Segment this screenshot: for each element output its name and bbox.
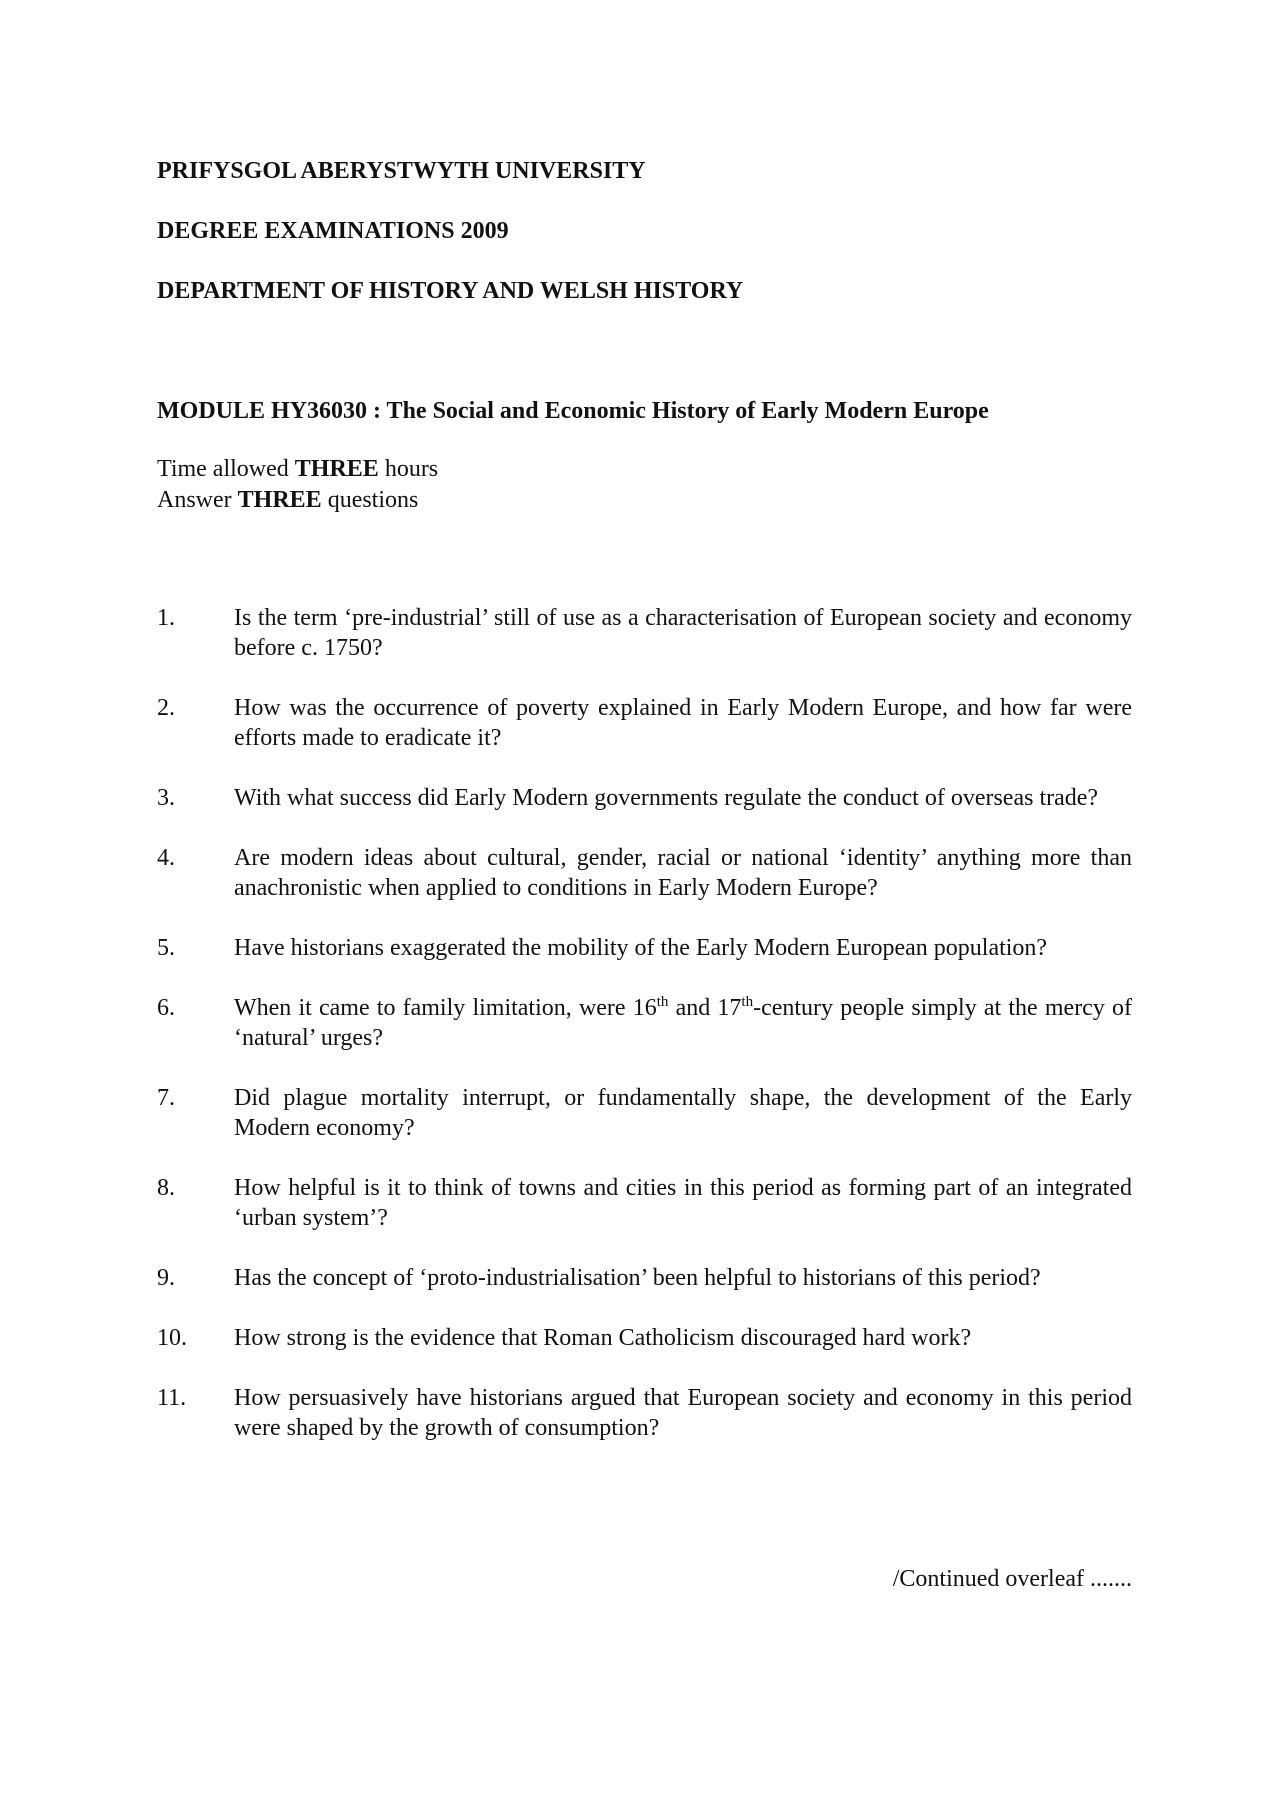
question-item (157, 603, 1132, 663)
answer-prefix: Answer (157, 487, 232, 513)
question-text: Are modern ideas about cultural, gender, racial or national ‘identity’ anything more than anachronistic when applied to conditions in Early Modern Europe? (234, 845, 1132, 901)
question-text: How persuasively have historians argued that European society and economy in this period were shaped by the growth of consumption? (234, 1385, 1132, 1441)
question-text: How strong is the evidence that Roman Catholicism discouraged hard work? (234, 1325, 972, 1351)
question-number: 6. (157, 995, 175, 1021)
continued-overleaf: /Continued overleaf ....... (892, 1566, 1132, 1592)
question-text (234, 993, 1132, 1053)
answer-line (157, 485, 438, 516)
question-text-part: When it came to family limitation, were 16 (234, 995, 657, 1021)
question-item (157, 843, 1132, 903)
question-list (157, 603, 1132, 1443)
time-allowed-line (157, 454, 438, 485)
answer-suffix: questions (327, 487, 419, 513)
question-number: 3. (157, 785, 175, 811)
question-number: 10. (157, 1325, 187, 1351)
time-prefix: Time allowed (157, 456, 289, 482)
question-text: How helpful is it to think of towns and cities in this period as forming part of an integrated ‘urban system’? (234, 1175, 1132, 1231)
question-item (157, 693, 1132, 753)
instructions (157, 454, 438, 516)
question-item (157, 933, 1132, 963)
question-number: 4. (157, 845, 175, 871)
question-item (157, 1173, 1132, 1233)
module-title: MODULE HY36030 : The Social and Economic History of Early Modern Europe (157, 398, 989, 424)
question-number: 1. (157, 605, 175, 631)
question-text: Is the term ‘pre-industrial’ still of use as a characterisation of European society and economy before c. 1750? (234, 605, 1132, 661)
question-number: 11. (157, 1385, 187, 1411)
question-number: 8. (157, 1175, 175, 1201)
university-heading: PRIFYSGOL ABERYSTWYTH UNIVERSITY (157, 158, 646, 184)
question-item (157, 1383, 1132, 1443)
department-heading: DEPARTMENT OF HISTORY AND WELSH HISTORY (157, 278, 744, 304)
question-text: How was the occurrence of poverty explained in Early Modern Europe, and how far were efforts made to eradicate it? (234, 695, 1132, 751)
answer-value: THREE (237, 487, 322, 513)
question-text: With what success did Early Modern governments regulate the conduct of overseas trade? (234, 785, 1099, 811)
time-suffix: hours (384, 456, 439, 482)
question-text: Have historians exaggerated the mobility of the Early Modern European population? (234, 935, 1048, 961)
question-item (157, 1263, 1132, 1293)
ordinal-suffix: th (656, 994, 669, 1010)
question-text: Has the concept of ‘proto-industrialisation’ been helpful to historians of this period? (234, 1265, 1041, 1291)
question-text-part: -century people simply at the mercy of ‘natural’ urges? (234, 995, 1132, 1051)
question-text-part: and 17 (668, 995, 742, 1021)
exam-heading: DEGREE EXAMINATIONS 2009 (157, 218, 509, 244)
ordinal-suffix: th (741, 994, 754, 1010)
question-text: Did plague mortality interrupt, or fundamentally shape, the development of the Early Modern economy? (234, 1085, 1132, 1141)
question-item (157, 783, 1132, 813)
question-item (157, 1083, 1132, 1143)
question-item (157, 1323, 1132, 1353)
time-value: THREE (294, 456, 379, 482)
question-number: 5. (157, 935, 175, 961)
question-number: 2. (157, 695, 175, 721)
question-item (157, 993, 1132, 1053)
question-number: 9. (157, 1265, 175, 1291)
question-number: 7. (157, 1085, 175, 1111)
